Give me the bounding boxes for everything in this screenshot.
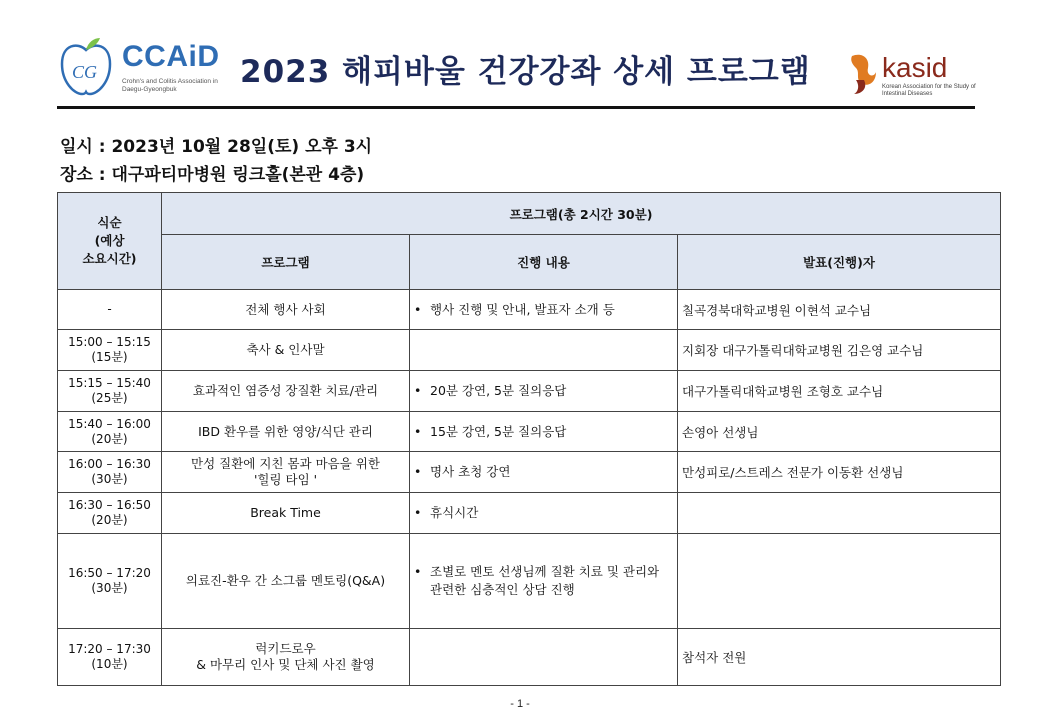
time-duration: (30분) xyxy=(91,581,128,595)
presenter-cell: 손영아 선생님 xyxy=(678,412,1001,452)
program-cell xyxy=(162,534,410,629)
program-group-header: 프로그램(총 2시간 30분) xyxy=(162,193,1001,235)
time-range: - xyxy=(107,302,112,316)
content-text: 20분 강연, 5분 질의응답 xyxy=(430,383,567,398)
content-text: 15분 강연, 5분 질의응답 xyxy=(430,423,567,439)
ccaid-logo xyxy=(58,36,218,98)
header-divider xyxy=(57,106,975,109)
program-title: & 마무리 인사 및 단체 사진 촬영 xyxy=(196,657,375,672)
time-duration: (25분) xyxy=(91,391,128,405)
time-range: 16:50 – 17:20 xyxy=(68,566,151,580)
table-row xyxy=(58,412,1001,452)
time-range: 17:20 – 17:30 xyxy=(68,642,151,656)
program-title: Break Time xyxy=(250,505,321,520)
time-cell xyxy=(58,290,162,330)
ccaid-apple-icon xyxy=(58,36,114,98)
time-range: 15:40 – 16:00 xyxy=(68,416,151,431)
content-cell xyxy=(410,330,678,371)
content-bullet xyxy=(414,563,673,599)
kasid-brand: kasid xyxy=(882,52,948,83)
order-header xyxy=(58,193,162,290)
program-cell xyxy=(162,290,410,330)
document-header xyxy=(0,0,1040,110)
event-place: 장소 : 대구파티마병원 링크홀(본관 4층) xyxy=(60,165,365,185)
time-duration: (15분) xyxy=(91,350,128,364)
order-header-line2: (예상 xyxy=(94,233,125,248)
program-title: 의료진-환우 간 소그룹 멘토링(Q&A) xyxy=(185,573,386,588)
time-cell xyxy=(58,629,162,686)
program-title: 만성 질환에 지친 몸과 마음을 위한 xyxy=(191,456,380,471)
time-duration: (10분) xyxy=(91,657,128,671)
table-row xyxy=(58,534,1001,629)
program-header: 프로그램 xyxy=(162,235,410,290)
time-range: 16:00 – 16:30 xyxy=(68,457,151,471)
content-text: 조별로 멘토 선생님께 질환 치료 및 관리와 관련한 심층적인 상담 진행 xyxy=(430,564,660,597)
presenter-cell xyxy=(678,493,1001,534)
presenter-cell: 참석자 전원 xyxy=(678,629,1001,686)
page-number: - 1 - xyxy=(510,698,530,710)
time-cell xyxy=(58,371,162,412)
content-bullet xyxy=(414,463,673,481)
content-bullet xyxy=(414,423,673,441)
program-title: '힐링 타임 ' xyxy=(253,472,318,487)
content-bullet xyxy=(414,382,673,400)
table-row xyxy=(58,452,1001,493)
program-cell xyxy=(162,412,410,452)
content-cell xyxy=(410,290,678,330)
program-cell xyxy=(162,452,410,493)
time-range: 16:30 – 16:50 xyxy=(68,498,151,512)
content-text: 휴식시간 xyxy=(430,505,479,520)
time-cell xyxy=(58,493,162,534)
content-text: 행사 진행 및 안내, 발표자 소개 등 xyxy=(430,301,615,317)
presenter-header: 발표(진행)자 xyxy=(678,235,1001,290)
bullet-icon: • xyxy=(414,383,422,398)
bullet-icon: • xyxy=(414,423,422,439)
program-title: IBD 환우를 위한 영양/식단 관리 xyxy=(198,423,373,439)
program-cell xyxy=(162,330,410,371)
time-range: 15:15 – 15:40 xyxy=(68,376,151,390)
table-row xyxy=(58,629,1001,686)
program-title: 효과적인 염증성 장질환 치료/관리 xyxy=(192,383,379,398)
bullet-icon: • xyxy=(414,505,422,520)
program-title: 전체 행사 사회 xyxy=(245,301,326,317)
table-row xyxy=(58,371,1001,412)
presenter-cell: 지회장 대구가톨릭대학교병원 김은영 교수님 xyxy=(678,330,1001,371)
table-row xyxy=(58,330,1001,371)
order-header-line1: 식순 xyxy=(97,215,122,230)
bullet-icon: • xyxy=(414,464,422,479)
content-cell xyxy=(410,629,678,686)
content-cell xyxy=(410,371,678,412)
time-duration: (20분) xyxy=(91,431,128,446)
bullet-icon: • xyxy=(414,564,422,579)
kasid-logo xyxy=(848,50,988,102)
bullet-icon: • xyxy=(414,301,422,317)
time-range: 15:00 – 15:15 xyxy=(68,335,151,349)
content-bullet xyxy=(414,504,673,522)
presenter-cell: 대구가톨릭대학교병원 조형호 교수님 xyxy=(678,371,1001,412)
content-cell xyxy=(410,452,678,493)
program-title: 축사 & 인사말 xyxy=(246,342,325,357)
presenter-cell: 칠곡경북대학교병원 이현석 교수님 xyxy=(678,290,1001,330)
svg-text:CG: CG xyxy=(72,62,98,82)
program-cell xyxy=(162,493,410,534)
content-bullet xyxy=(414,301,673,319)
presenter-cell xyxy=(678,534,1001,629)
program-cell xyxy=(162,371,410,412)
content-header: 진행 내용 xyxy=(410,235,678,290)
content-cell xyxy=(410,412,678,452)
table-row xyxy=(58,290,1001,330)
page-title: 2023 해피바울 건강강좌 상세 프로그램 xyxy=(240,54,811,90)
table-row xyxy=(58,493,1001,534)
kasid-subtitle: Korean Association for the Study of Intestinal Diseases xyxy=(882,84,976,97)
program-title: 럭키드로우 xyxy=(255,641,316,656)
order-header-line3: 소요시간) xyxy=(82,251,137,266)
content-text: 명사 초청 강연 xyxy=(430,464,511,479)
event-datetime: 일시 : 2023년 10월 28일(토) 오후 3시 xyxy=(60,137,373,157)
content-cell xyxy=(410,493,678,534)
kasid-mark-icon xyxy=(848,50,878,96)
program-table xyxy=(57,192,1001,686)
time-cell xyxy=(58,534,162,629)
presenter-cell: 만성피로/스트레스 전문가 이동환 선생님 xyxy=(678,452,1001,493)
ccaid-subtitle: Crohn's and Colitis Association in Daegu-Gyeongbuk xyxy=(122,78,218,93)
time-cell xyxy=(58,412,162,452)
time-duration: (20분) xyxy=(91,513,128,527)
program-cell xyxy=(162,629,410,686)
ccaid-brand: CCAiD xyxy=(122,40,220,73)
time-duration: (30분) xyxy=(91,472,128,486)
content-cell xyxy=(410,534,678,629)
time-cell xyxy=(58,452,162,493)
time-cell xyxy=(58,330,162,371)
